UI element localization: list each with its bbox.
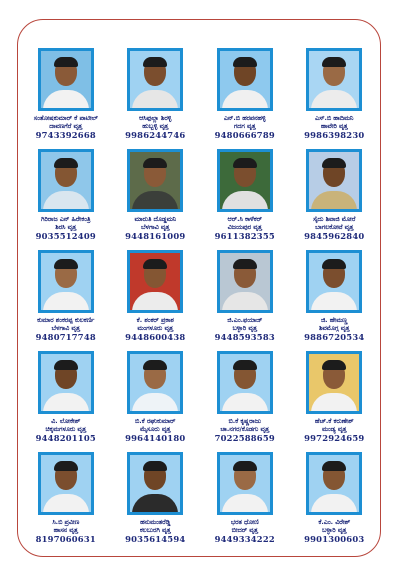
- portrait-shirt: [311, 494, 357, 512]
- profile-card: [21, 149, 111, 250]
- profile-card: [111, 48, 201, 149]
- portrait-shirt: [222, 393, 268, 411]
- portrait-photo: [220, 354, 270, 411]
- portrait-shirt: [311, 90, 357, 108]
- person-district: ಹುಬ್ಬಳ್ಳಿ ವೃತ್ತ: [142, 123, 169, 130]
- person-name: ಕುಮಾರ ಶಂಕರಪ್ಪ ಕುಲಕರ್ಣಿ: [37, 317, 95, 324]
- portrait-photo-frame: [38, 149, 94, 212]
- portrait-shirt: [311, 292, 357, 310]
- person-name: ಹನುಮಂತರೆಡ್ಡಿ: [140, 519, 171, 526]
- portrait-hair: [54, 259, 78, 269]
- portrait-photo-frame: [217, 48, 273, 111]
- person-name: ಸೈದು ಶಿವಾಜಿ ಮೋರೆ: [313, 216, 356, 223]
- person-district: ಬಾಗಲಕೋಟೆ ವೃತ್ತ: [315, 224, 354, 231]
- profile-card: [290, 48, 380, 149]
- person-district: ಬೆಳಗಾವಿ ವೃತ್ತ: [51, 325, 80, 332]
- portrait-photo-frame: [38, 452, 94, 515]
- person-district: ಚಾ.ನಗರ/ಕೊಡಗು ವೃತ್ತ: [220, 426, 270, 433]
- profile-card: [21, 351, 111, 452]
- person-phone: 9886720534: [304, 332, 365, 342]
- person-name: ಗಿರಿರಾಜ ಎನ್ ಹಿರೇಕಂತ್ರಿ: [41, 216, 91, 223]
- person-name: ವಿ. ಲೋಕೇಶ್: [51, 418, 81, 425]
- portrait-shirt: [132, 292, 178, 310]
- person-district: ಬೆಳಗಾವಿ ವೃತ್ತ: [140, 224, 170, 231]
- portrait-photo-frame: [127, 48, 183, 111]
- portrait-photo-frame: [38, 351, 94, 414]
- portrait-photo-frame: [38, 48, 94, 111]
- person-name: ಕೆ.ಎಂ. ವಿರೇಶ್: [318, 519, 351, 526]
- profile-card: [111, 149, 201, 250]
- person-district: ಕಲಬುರಗಿ ವೃತ್ತ: [139, 527, 171, 534]
- person-phone: 8197060631: [35, 534, 96, 544]
- portrait-photo-frame: [127, 149, 183, 212]
- portrait-photo-frame: [217, 452, 273, 515]
- person-name: ಜಿ.ಎಂ.ಫಯಾಜ್: [227, 317, 263, 324]
- profile-card: [21, 452, 111, 553]
- person-phone: 9480666789: [214, 130, 275, 140]
- portrait-photo: [41, 455, 91, 512]
- profile-card: [290, 351, 380, 452]
- person-phone: 9480717748: [35, 332, 96, 342]
- portrait-hair: [143, 158, 167, 168]
- portrait-shirt: [132, 191, 178, 209]
- portrait-photo-frame: [217, 250, 273, 313]
- person-phone: 9986398230: [304, 130, 365, 140]
- person-name: ಜಿ. ಹೇಮಣ್ಣ: [320, 317, 348, 324]
- profile-card: [290, 250, 380, 351]
- portrait-photo: [309, 51, 359, 108]
- portrait-photo: [309, 152, 359, 209]
- person-district: ಚಿಕ್ಕಮಗಳೂರು ವೃತ್ತ: [45, 426, 87, 433]
- portrait-shirt: [311, 191, 357, 209]
- person-phone: 9611382355: [214, 231, 275, 241]
- person-phone: 9448201105: [35, 433, 96, 443]
- portrait-hair: [54, 360, 78, 370]
- person-district: ವಿಜಯಪುರ ವೃತ್ತ: [227, 224, 262, 231]
- person-phone: 9449334222: [214, 534, 275, 544]
- portrait-photo: [220, 152, 270, 209]
- person-name: ಹೆಚ್.ಕೆ ಕರುಣೇಶ್: [314, 418, 354, 425]
- portrait-hair: [54, 158, 78, 168]
- person-name: ಬಿ.ಕೆ ಕೃಷ್ಣರಾಜು: [228, 418, 261, 425]
- person-phone: 9448593583: [214, 332, 275, 342]
- person-phone: 9448161009: [125, 231, 186, 241]
- portrait-hair: [233, 57, 257, 67]
- portrait-shirt: [43, 90, 89, 108]
- portrait-hair: [322, 158, 346, 168]
- person-name: ಕೆ. ಶಂಕರ್ ಪ್ರಕಾಶ: [136, 317, 174, 324]
- profile-card: [111, 452, 201, 553]
- portrait-photo: [130, 455, 180, 512]
- person-name: ಆರ್.ಸಿ ಕಾಳೆಕರ್: [227, 216, 262, 223]
- person-district: ಶಿರಸಿ ವೃತ್ತ: [55, 224, 77, 231]
- portrait-photo-frame: [217, 149, 273, 212]
- person-phone: 9035512409: [35, 231, 96, 241]
- portrait-photo: [130, 354, 180, 411]
- portrait-photo-frame: [306, 351, 362, 414]
- portrait-photo: [220, 253, 270, 310]
- person-name: ಸಂತೋಷಕುಮಾರ್ ಕೆ ಪಾಟೀಲ್: [33, 115, 98, 122]
- portrait-photo: [130, 152, 180, 209]
- portrait-hair: [143, 57, 167, 67]
- portrait-shirt: [43, 494, 89, 512]
- portrait-shirt: [132, 90, 178, 108]
- portrait-shirt: [222, 90, 268, 108]
- person-name: ಎಸ್.ಬಿ ಹಾದಿಮನಿ: [315, 115, 354, 122]
- portrait-shirt: [222, 292, 268, 310]
- portrait-shirt: [222, 494, 268, 512]
- portrait-photo: [41, 253, 91, 310]
- portrait-hair: [54, 461, 78, 471]
- profile-card: [200, 351, 290, 452]
- portrait-photo-frame: [38, 250, 94, 313]
- person-name: ಬಿ.ಕೆ ರಘುಕುಮಾರ್: [135, 418, 176, 425]
- portrait-shirt: [43, 191, 89, 209]
- portrait-photo-frame: [306, 452, 362, 515]
- person-phone: 7022588659: [214, 433, 275, 443]
- person-district: ಬಳ್ಳಾರಿ ವೃತ್ತ: [232, 325, 257, 332]
- portrait-photo: [220, 455, 270, 512]
- profile-card: [290, 149, 380, 250]
- portrait-hair: [322, 57, 346, 67]
- portrait-photo-frame: [217, 351, 273, 414]
- person-district: ಹಾಸನ ವೃತ್ತ: [53, 527, 78, 534]
- portrait-shirt: [43, 393, 89, 411]
- portrait-hair: [322, 360, 346, 370]
- profile-card: [21, 48, 111, 149]
- person-phone: 9901300603: [304, 534, 365, 544]
- person-phone: 9972924659: [304, 433, 365, 443]
- portrait-shirt: [132, 393, 178, 411]
- portrait-hair: [233, 461, 257, 471]
- portrait-photo: [309, 253, 359, 310]
- person-district: ಮಂಡ್ಯ ವೃತ್ತ: [321, 426, 347, 433]
- person-name: ಎನ್.ಬಿ ಹರಪನಹಳ್ಳಿ: [223, 115, 266, 122]
- person-phone: 9986244746: [125, 130, 186, 140]
- profile-card: [290, 452, 380, 553]
- profile-card: [200, 452, 290, 553]
- portrait-hair: [322, 461, 346, 471]
- portrait-photo: [41, 152, 91, 209]
- portrait-hair: [233, 158, 257, 168]
- person-phone: 9448600438: [125, 332, 186, 342]
- profile-card: [200, 250, 290, 351]
- profile-grid: [21, 48, 379, 553]
- portrait-shirt: [43, 292, 89, 310]
- portrait-photo-frame: [127, 351, 183, 414]
- portrait-hair: [233, 360, 257, 370]
- person-district: ಮಂಗಳೂರು ವೃತ್ತ: [137, 325, 174, 332]
- person-district: ಹಾವೇರಿ ವೃತ್ತ: [320, 123, 348, 130]
- portrait-photo-frame: [306, 149, 362, 212]
- person-name: ಆಸಿಫುಲ್ಲಾ ಶಿರಳ್ಳಿ: [139, 115, 172, 122]
- person-district: ಬಳ್ಳಾರಿ ವೃತ್ತ: [322, 527, 347, 534]
- person-district: ಶಿವಮೊಗ್ಗ ವೃತ್ತ: [319, 325, 350, 332]
- portrait-hair: [54, 57, 78, 67]
- person-phone: 9845962840: [304, 231, 365, 241]
- person-phone: 9035614594: [125, 534, 186, 544]
- portrait-hair: [233, 259, 257, 269]
- portrait-hair: [143, 259, 167, 269]
- portrait-photo: [41, 354, 91, 411]
- profile-card: [21, 250, 111, 351]
- portrait-photo-frame: [306, 48, 362, 111]
- portrait-hair: [143, 461, 167, 471]
- portrait-photo-frame: [127, 452, 183, 515]
- portrait-photo: [130, 253, 180, 310]
- portrait-shirt: [222, 191, 268, 209]
- profile-card: [200, 149, 290, 250]
- person-district: ಬೀದರ್ ವೃತ್ತ: [231, 527, 258, 534]
- portrait-hair: [143, 360, 167, 370]
- portrait-photo: [309, 455, 359, 512]
- profile-card: [111, 250, 201, 351]
- portrait-photo-frame: [127, 250, 183, 313]
- person-district: ಗದಗ ವೃತ್ತ: [233, 123, 256, 130]
- portrait-photo: [220, 51, 270, 108]
- person-district: ದಾವಣಗೆರೆ ವೃತ್ತ: [49, 123, 83, 130]
- portrait-photo: [41, 51, 91, 108]
- person-name: ಭರತ ಧೋಣಿ: [230, 519, 259, 526]
- person-phone: 9743392668: [35, 130, 96, 140]
- person-name: ಮಾರುತಿ ದೊಡ್ಡಮನಿ: [134, 216, 177, 223]
- portrait-photo: [130, 51, 180, 108]
- person-district: ಮೈಸೂರು ವೃತ್ತ: [140, 426, 171, 433]
- portrait-photo-frame: [306, 250, 362, 313]
- portrait-shirt: [132, 494, 178, 512]
- person-phone: 9964140180: [125, 433, 186, 443]
- portrait-photo: [309, 354, 359, 411]
- profile-card: [200, 48, 290, 149]
- person-name: ಸಿ.ಬಿ ಪ್ರವೀಣ: [52, 519, 80, 526]
- profile-card: [111, 351, 201, 452]
- portrait-shirt: [311, 393, 357, 411]
- portrait-hair: [322, 259, 346, 269]
